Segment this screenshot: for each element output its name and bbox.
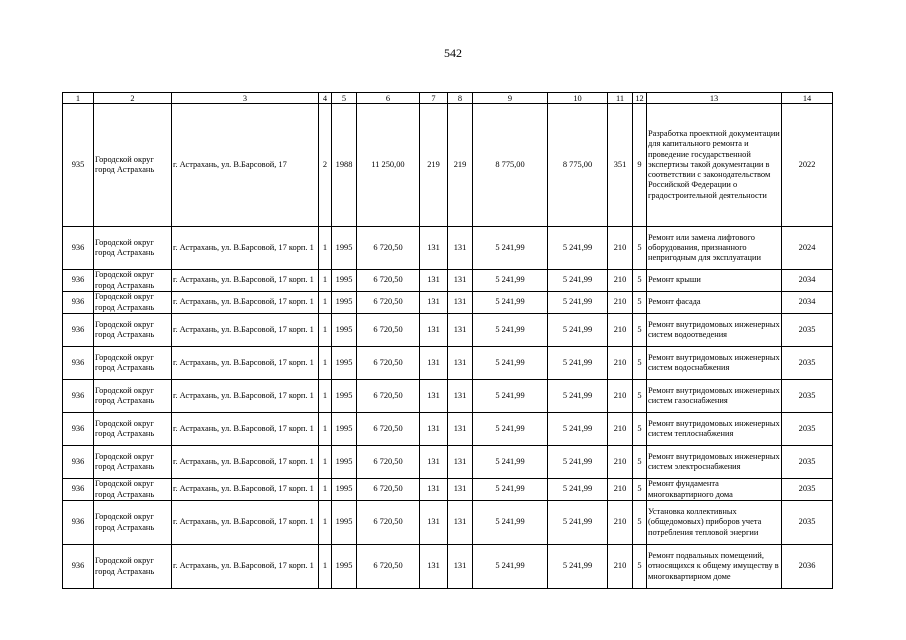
row-number: 936 xyxy=(63,446,94,479)
capital-repair-table xyxy=(62,92,833,589)
area-cell: 6 720,50 xyxy=(357,446,420,479)
col-8-cell: 131 xyxy=(448,479,473,501)
col-8-cell: 219 xyxy=(448,104,473,227)
work-type-cell: Ремонт внутридомовых инженерных систем водоснабжения xyxy=(647,347,782,380)
col-10-cell: 5 241,99 xyxy=(548,446,608,479)
col-12-cell: 5 xyxy=(633,270,647,292)
col-10-cell: 5 241,99 xyxy=(548,545,608,589)
col-7-cell: 131 xyxy=(420,413,448,446)
col-4-cell: 2 xyxy=(319,104,332,227)
col-10-cell: 5 241,99 xyxy=(548,227,608,270)
col-9-cell: 5 241,99 xyxy=(473,413,548,446)
address-cell: г. Астрахань, ул. В.Барсовой, 17 корп. 1 xyxy=(172,347,319,380)
col-7-cell: 131 xyxy=(420,380,448,413)
term-cell: 2035 xyxy=(782,479,833,501)
col-11-cell: 210 xyxy=(608,479,633,501)
address-cell: г. Астрахань, ул. В.Барсовой, 17 корп. 1 xyxy=(172,545,319,589)
table-row xyxy=(63,104,833,227)
column-header: 3 xyxy=(172,93,319,104)
row-number: 936 xyxy=(63,314,94,347)
municipality-cell: Городской округ город Астрахань xyxy=(94,501,172,545)
area-cell: 6 720,50 xyxy=(357,270,420,292)
row-number: 935 xyxy=(63,104,94,227)
year-cell: 1995 xyxy=(332,446,357,479)
municipality-cell: Городской округ город Астрахань xyxy=(94,270,172,292)
area-cell: 6 720,50 xyxy=(357,380,420,413)
col-7-cell: 131 xyxy=(420,227,448,270)
col-4-cell: 1 xyxy=(319,446,332,479)
col-4-cell: 1 xyxy=(319,413,332,446)
term-cell: 2036 xyxy=(782,545,833,589)
column-header: 4 xyxy=(319,93,332,104)
work-type-cell: Ремонт крыши xyxy=(647,270,782,292)
col-10-cell: 5 241,99 xyxy=(548,501,608,545)
col-10-cell: 5 241,99 xyxy=(548,380,608,413)
col-7-cell: 131 xyxy=(420,446,448,479)
column-header: 2 xyxy=(94,93,172,104)
col-11-cell: 210 xyxy=(608,413,633,446)
col-12-cell: 5 xyxy=(633,446,647,479)
col-4-cell: 1 xyxy=(319,501,332,545)
col-11-cell: 210 xyxy=(608,270,633,292)
year-cell: 1995 xyxy=(332,545,357,589)
table-row xyxy=(63,292,833,314)
municipality-cell: Городской округ город Астрахань xyxy=(94,347,172,380)
column-number-row xyxy=(63,93,833,104)
col-11-cell: 210 xyxy=(608,292,633,314)
address-cell: г. Астрахань, ул. В.Барсовой, 17 корп. 1 xyxy=(172,380,319,413)
work-type-cell: Ремонт фундамента многоквартирного дома xyxy=(647,479,782,501)
row-number: 936 xyxy=(63,501,94,545)
address-cell: г. Астрахань, ул. В.Барсовой, 17 корп. 1 xyxy=(172,501,319,545)
col-11-cell: 210 xyxy=(608,446,633,479)
column-header: 13 xyxy=(647,93,782,104)
area-cell: 6 720,50 xyxy=(357,479,420,501)
col-7-cell: 131 xyxy=(420,347,448,380)
col-8-cell: 131 xyxy=(448,227,473,270)
table-row xyxy=(63,347,833,380)
col-9-cell: 5 241,99 xyxy=(473,347,548,380)
col-9-cell: 5 241,99 xyxy=(473,292,548,314)
table-row xyxy=(63,446,833,479)
column-header: 6 xyxy=(357,93,420,104)
column-header: 9 xyxy=(473,93,548,104)
municipality-cell: Городской округ город Астрахань xyxy=(94,545,172,589)
col-11-cell: 210 xyxy=(608,380,633,413)
table-row xyxy=(63,270,833,292)
year-cell: 1995 xyxy=(332,380,357,413)
col-4-cell: 1 xyxy=(319,227,332,270)
column-header: 8 xyxy=(448,93,473,104)
col-12-cell: 5 xyxy=(633,479,647,501)
term-cell: 2035 xyxy=(782,413,833,446)
work-type-cell: Разработка проектной документации для капитального ремонта и проведение государственной экспертизы такой документации в соответствии с законодательством Российской Федерации о градостроительной деятельности xyxy=(647,104,782,227)
column-header: 12 xyxy=(633,93,647,104)
address-cell: г. Астрахань, ул. В.Барсовой, 17 корп. 1 xyxy=(172,314,319,347)
work-type-cell: Ремонт или замена лифтового оборудования, признанного непригодным для эксплуатации xyxy=(647,227,782,270)
table-row xyxy=(63,479,833,501)
col-4-cell: 1 xyxy=(319,270,332,292)
col-8-cell: 131 xyxy=(448,380,473,413)
col-11-cell: 210 xyxy=(608,501,633,545)
col-9-cell: 5 241,99 xyxy=(473,446,548,479)
year-cell: 1995 xyxy=(332,227,357,270)
term-cell: 2034 xyxy=(782,270,833,292)
col-7-cell: 219 xyxy=(420,104,448,227)
col-4-cell: 1 xyxy=(319,545,332,589)
col-9-cell: 5 241,99 xyxy=(473,380,548,413)
address-cell: г. Астрахань, ул. В.Барсовой, 17 xyxy=(172,104,319,227)
year-cell: 1995 xyxy=(332,413,357,446)
col-8-cell: 131 xyxy=(448,270,473,292)
col-11-cell: 210 xyxy=(608,545,633,589)
row-number: 936 xyxy=(63,479,94,501)
term-cell: 2024 xyxy=(782,227,833,270)
municipality-cell: Городской округ город Астрахань xyxy=(94,380,172,413)
address-cell: г. Астрахань, ул. В.Барсовой, 17 корп. 1 xyxy=(172,227,319,270)
col-12-cell: 5 xyxy=(633,227,647,270)
table-row xyxy=(63,380,833,413)
col-7-cell: 131 xyxy=(420,501,448,545)
area-cell: 6 720,50 xyxy=(357,227,420,270)
municipality-cell: Городской округ город Астрахань xyxy=(94,227,172,270)
row-number: 936 xyxy=(63,413,94,446)
year-cell: 1995 xyxy=(332,292,357,314)
col-8-cell: 131 xyxy=(448,446,473,479)
work-type-cell: Установка коллективных (общедомовых) приборов учета потребления тепловой энергии xyxy=(647,501,782,545)
col-11-cell: 210 xyxy=(608,227,633,270)
work-type-cell: Ремонт внутридомовых инженерных систем теплоснабжения xyxy=(647,413,782,446)
col-11-cell: 351 xyxy=(608,104,633,227)
col-12-cell: 5 xyxy=(633,347,647,380)
col-9-cell: 5 241,99 xyxy=(473,545,548,589)
col-12-cell: 5 xyxy=(633,413,647,446)
col-10-cell: 5 241,99 xyxy=(548,314,608,347)
year-cell: 1995 xyxy=(332,270,357,292)
row-number: 936 xyxy=(63,545,94,589)
row-number: 936 xyxy=(63,347,94,380)
col-10-cell: 5 241,99 xyxy=(548,270,608,292)
municipality-cell: Городской округ город Астрахань xyxy=(94,292,172,314)
work-type-cell: Ремонт внутридомовых инженерных систем электроснабжения xyxy=(647,446,782,479)
col-11-cell: 210 xyxy=(608,314,633,347)
year-cell: 1995 xyxy=(332,347,357,380)
column-header: 10 xyxy=(548,93,608,104)
address-cell: г. Астрахань, ул. В.Барсовой, 17 корп. 1 xyxy=(172,413,319,446)
area-cell: 6 720,50 xyxy=(357,347,420,380)
col-8-cell: 131 xyxy=(448,314,473,347)
term-cell: 2034 xyxy=(782,292,833,314)
address-cell: г. Астрахань, ул. В.Барсовой, 17 корп. 1 xyxy=(172,292,319,314)
address-cell: г. Астрахань, ул. В.Барсовой, 17 корп. 1 xyxy=(172,446,319,479)
col-12-cell: 5 xyxy=(633,501,647,545)
col-8-cell: 131 xyxy=(448,501,473,545)
col-10-cell: 8 775,00 xyxy=(548,104,608,227)
col-8-cell: 131 xyxy=(448,413,473,446)
term-cell: 2035 xyxy=(782,501,833,545)
row-number: 936 xyxy=(63,227,94,270)
address-cell: г. Астрахань, ул. В.Барсовой, 17 корп. 1 xyxy=(172,270,319,292)
address-cell: г. Астрахань, ул. В.Барсовой, 17 корп. 1 xyxy=(172,479,319,501)
column-header: 7 xyxy=(420,93,448,104)
table-row xyxy=(63,413,833,446)
col-12-cell: 5 xyxy=(633,380,647,413)
col-8-cell: 131 xyxy=(448,347,473,380)
area-cell: 6 720,50 xyxy=(357,501,420,545)
table-row xyxy=(63,545,833,589)
municipality-cell: Городской округ город Астрахань xyxy=(94,314,172,347)
term-cell: 2035 xyxy=(782,347,833,380)
column-header: 1 xyxy=(63,93,94,104)
col-12-cell: 5 xyxy=(633,314,647,347)
col-8-cell: 131 xyxy=(448,545,473,589)
col-4-cell: 1 xyxy=(319,292,332,314)
col-9-cell: 5 241,99 xyxy=(473,227,548,270)
col-9-cell: 5 241,99 xyxy=(473,479,548,501)
col-9-cell: 8 775,00 xyxy=(473,104,548,227)
column-header: 11 xyxy=(608,93,633,104)
municipality-cell: Городской округ город Астрахань xyxy=(94,479,172,501)
col-12-cell: 5 xyxy=(633,292,647,314)
column-header: 14 xyxy=(782,93,833,104)
col-10-cell: 5 241,99 xyxy=(548,292,608,314)
col-9-cell: 5 241,99 xyxy=(473,270,548,292)
col-10-cell: 5 241,99 xyxy=(548,413,608,446)
col-12-cell: 9 xyxy=(633,104,647,227)
col-7-cell: 131 xyxy=(420,479,448,501)
term-cell: 2022 xyxy=(782,104,833,227)
col-4-cell: 1 xyxy=(319,380,332,413)
year-cell: 1995 xyxy=(332,479,357,501)
area-cell: 11 250,00 xyxy=(357,104,420,227)
col-11-cell: 210 xyxy=(608,347,633,380)
year-cell: 1995 xyxy=(332,314,357,347)
row-number: 936 xyxy=(63,270,94,292)
col-9-cell: 5 241,99 xyxy=(473,314,548,347)
column-header: 5 xyxy=(332,93,357,104)
area-cell: 6 720,50 xyxy=(357,413,420,446)
col-12-cell: 5 xyxy=(633,545,647,589)
work-type-cell: Ремонт внутридомовых инженерных систем водоотведения xyxy=(647,314,782,347)
work-type-cell: Ремонт внутридомовых инженерных систем газоснабжения xyxy=(647,380,782,413)
col-8-cell: 131 xyxy=(448,292,473,314)
col-9-cell: 5 241,99 xyxy=(473,501,548,545)
col-7-cell: 131 xyxy=(420,314,448,347)
page-number: 542 xyxy=(444,46,462,60)
table-row xyxy=(63,227,833,270)
area-cell: 6 720,50 xyxy=(357,292,420,314)
col-7-cell: 131 xyxy=(420,270,448,292)
term-cell: 2035 xyxy=(782,380,833,413)
area-cell: 6 720,50 xyxy=(357,314,420,347)
table-row xyxy=(63,314,833,347)
col-4-cell: 1 xyxy=(319,479,332,501)
col-4-cell: 1 xyxy=(319,347,332,380)
row-number: 936 xyxy=(63,380,94,413)
year-cell: 1995 xyxy=(332,501,357,545)
municipality-cell: Городской округ город Астрахань xyxy=(94,446,172,479)
year-cell: 1988 xyxy=(332,104,357,227)
work-type-cell: Ремонт подвальных помещений, относящихся к общему имуществу в многоквартирном доме xyxy=(647,545,782,589)
municipality-cell: Городской округ город Астрахань xyxy=(94,104,172,227)
term-cell: 2035 xyxy=(782,314,833,347)
row-number: 936 xyxy=(63,292,94,314)
col-10-cell: 5 241,99 xyxy=(548,347,608,380)
table-row xyxy=(63,501,833,545)
col-7-cell: 131 xyxy=(420,292,448,314)
municipality-cell: Городской округ город Астрахань xyxy=(94,413,172,446)
col-7-cell: 131 xyxy=(420,545,448,589)
col-4-cell: 1 xyxy=(319,314,332,347)
area-cell: 6 720,50 xyxy=(357,545,420,589)
col-10-cell: 5 241,99 xyxy=(548,479,608,501)
term-cell: 2035 xyxy=(782,446,833,479)
work-type-cell: Ремонт фасада xyxy=(647,292,782,314)
